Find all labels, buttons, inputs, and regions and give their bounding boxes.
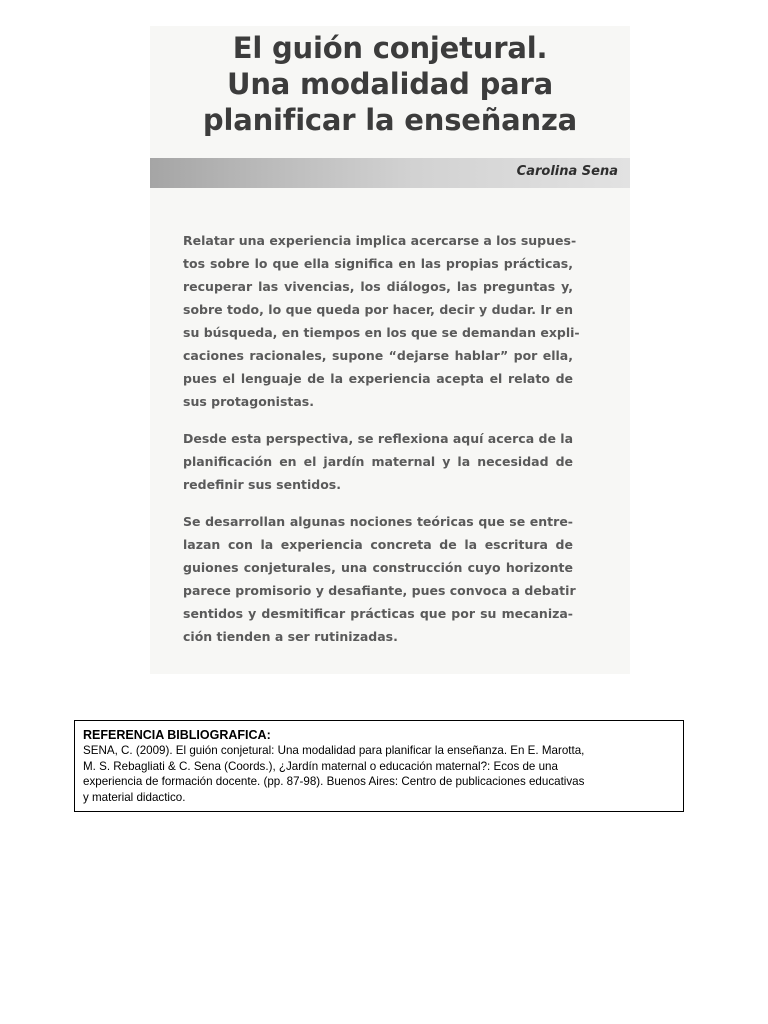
text-line: tos sobre lo que ella significa en las propias prácticas,: [183, 256, 573, 271]
article-abstract: [183, 229, 580, 662]
paragraph: [183, 427, 573, 496]
text-line: lazan con la experiencia concreta de la escritura de: [183, 537, 573, 552]
title-line: planificar la enseñanza: [202, 103, 578, 137]
text-line: Se desarrollan algunas nociones teóricas que se entre-: [183, 514, 573, 529]
reference-heading: REFERENCIA BIBLIOGRAFICA:: [83, 728, 271, 742]
text-line: ción tienden a ser rutinizadas.: [183, 629, 398, 644]
text-line: Relatar una experiencia implica acercarse a los supues-: [183, 233, 577, 248]
text-line: planificación en el jardín maternal y la necesidad de: [183, 454, 573, 469]
bibliographic-reference-box: [74, 720, 684, 812]
text-line: parece promisorio y desafiante, pues convoca a debatir: [183, 583, 576, 598]
text-line: guiones conjeturales, una construcción cuyo horizonte: [183, 560, 573, 575]
text-line: su búsqueda, en tiempos en los que se demandan expli-: [183, 325, 580, 340]
reference-citation: [83, 743, 673, 805]
text-line: sentidos y desmitificar prácticas que por su mecaniza-: [183, 606, 573, 621]
text-line: redefinir sus sentidos.: [183, 477, 341, 492]
text-line: caciones racionales, supone “dejarse hablar” por ella,: [183, 348, 573, 363]
text-line: sus protagonistas.: [183, 394, 314, 409]
author-name: Carolina Sena: [516, 164, 618, 179]
title-line: El guión conjetural.: [232, 31, 548, 65]
citation-line: M. S. Rebagliati & C. Sena (Coords.), ¿Jardín maternal o educación maternal?: Ecos de una: [83, 759, 558, 773]
citation-line: y material didactico.: [83, 790, 186, 804]
citation-line: SENA, C. (2009). El guión conjetural: Una modalidad para planificar la enseñanza. En E. Marotta,: [83, 744, 585, 757]
text-line: recuperar las vivencias, los diálogos, las preguntas y,: [183, 279, 573, 294]
text-line: sobre todo, lo que queda por hacer, decir y dudar. Ir en: [183, 302, 573, 317]
text-line: Desde esta perspectiva, se reflexiona aquí acerca de la: [183, 431, 573, 446]
citation-line: experiencia de formación docente. (pp. 87-98). Buenos Aires: Centro de publicaciones educativas: [83, 775, 585, 788]
author-band: [150, 158, 630, 188]
paragraph: [183, 510, 576, 648]
title-line: Una modalidad para: [227, 67, 553, 101]
article-title: [150, 30, 630, 138]
paragraph: [183, 229, 580, 413]
text-line: pues el lenguaje de la experiencia acepta el relato de: [183, 371, 573, 386]
